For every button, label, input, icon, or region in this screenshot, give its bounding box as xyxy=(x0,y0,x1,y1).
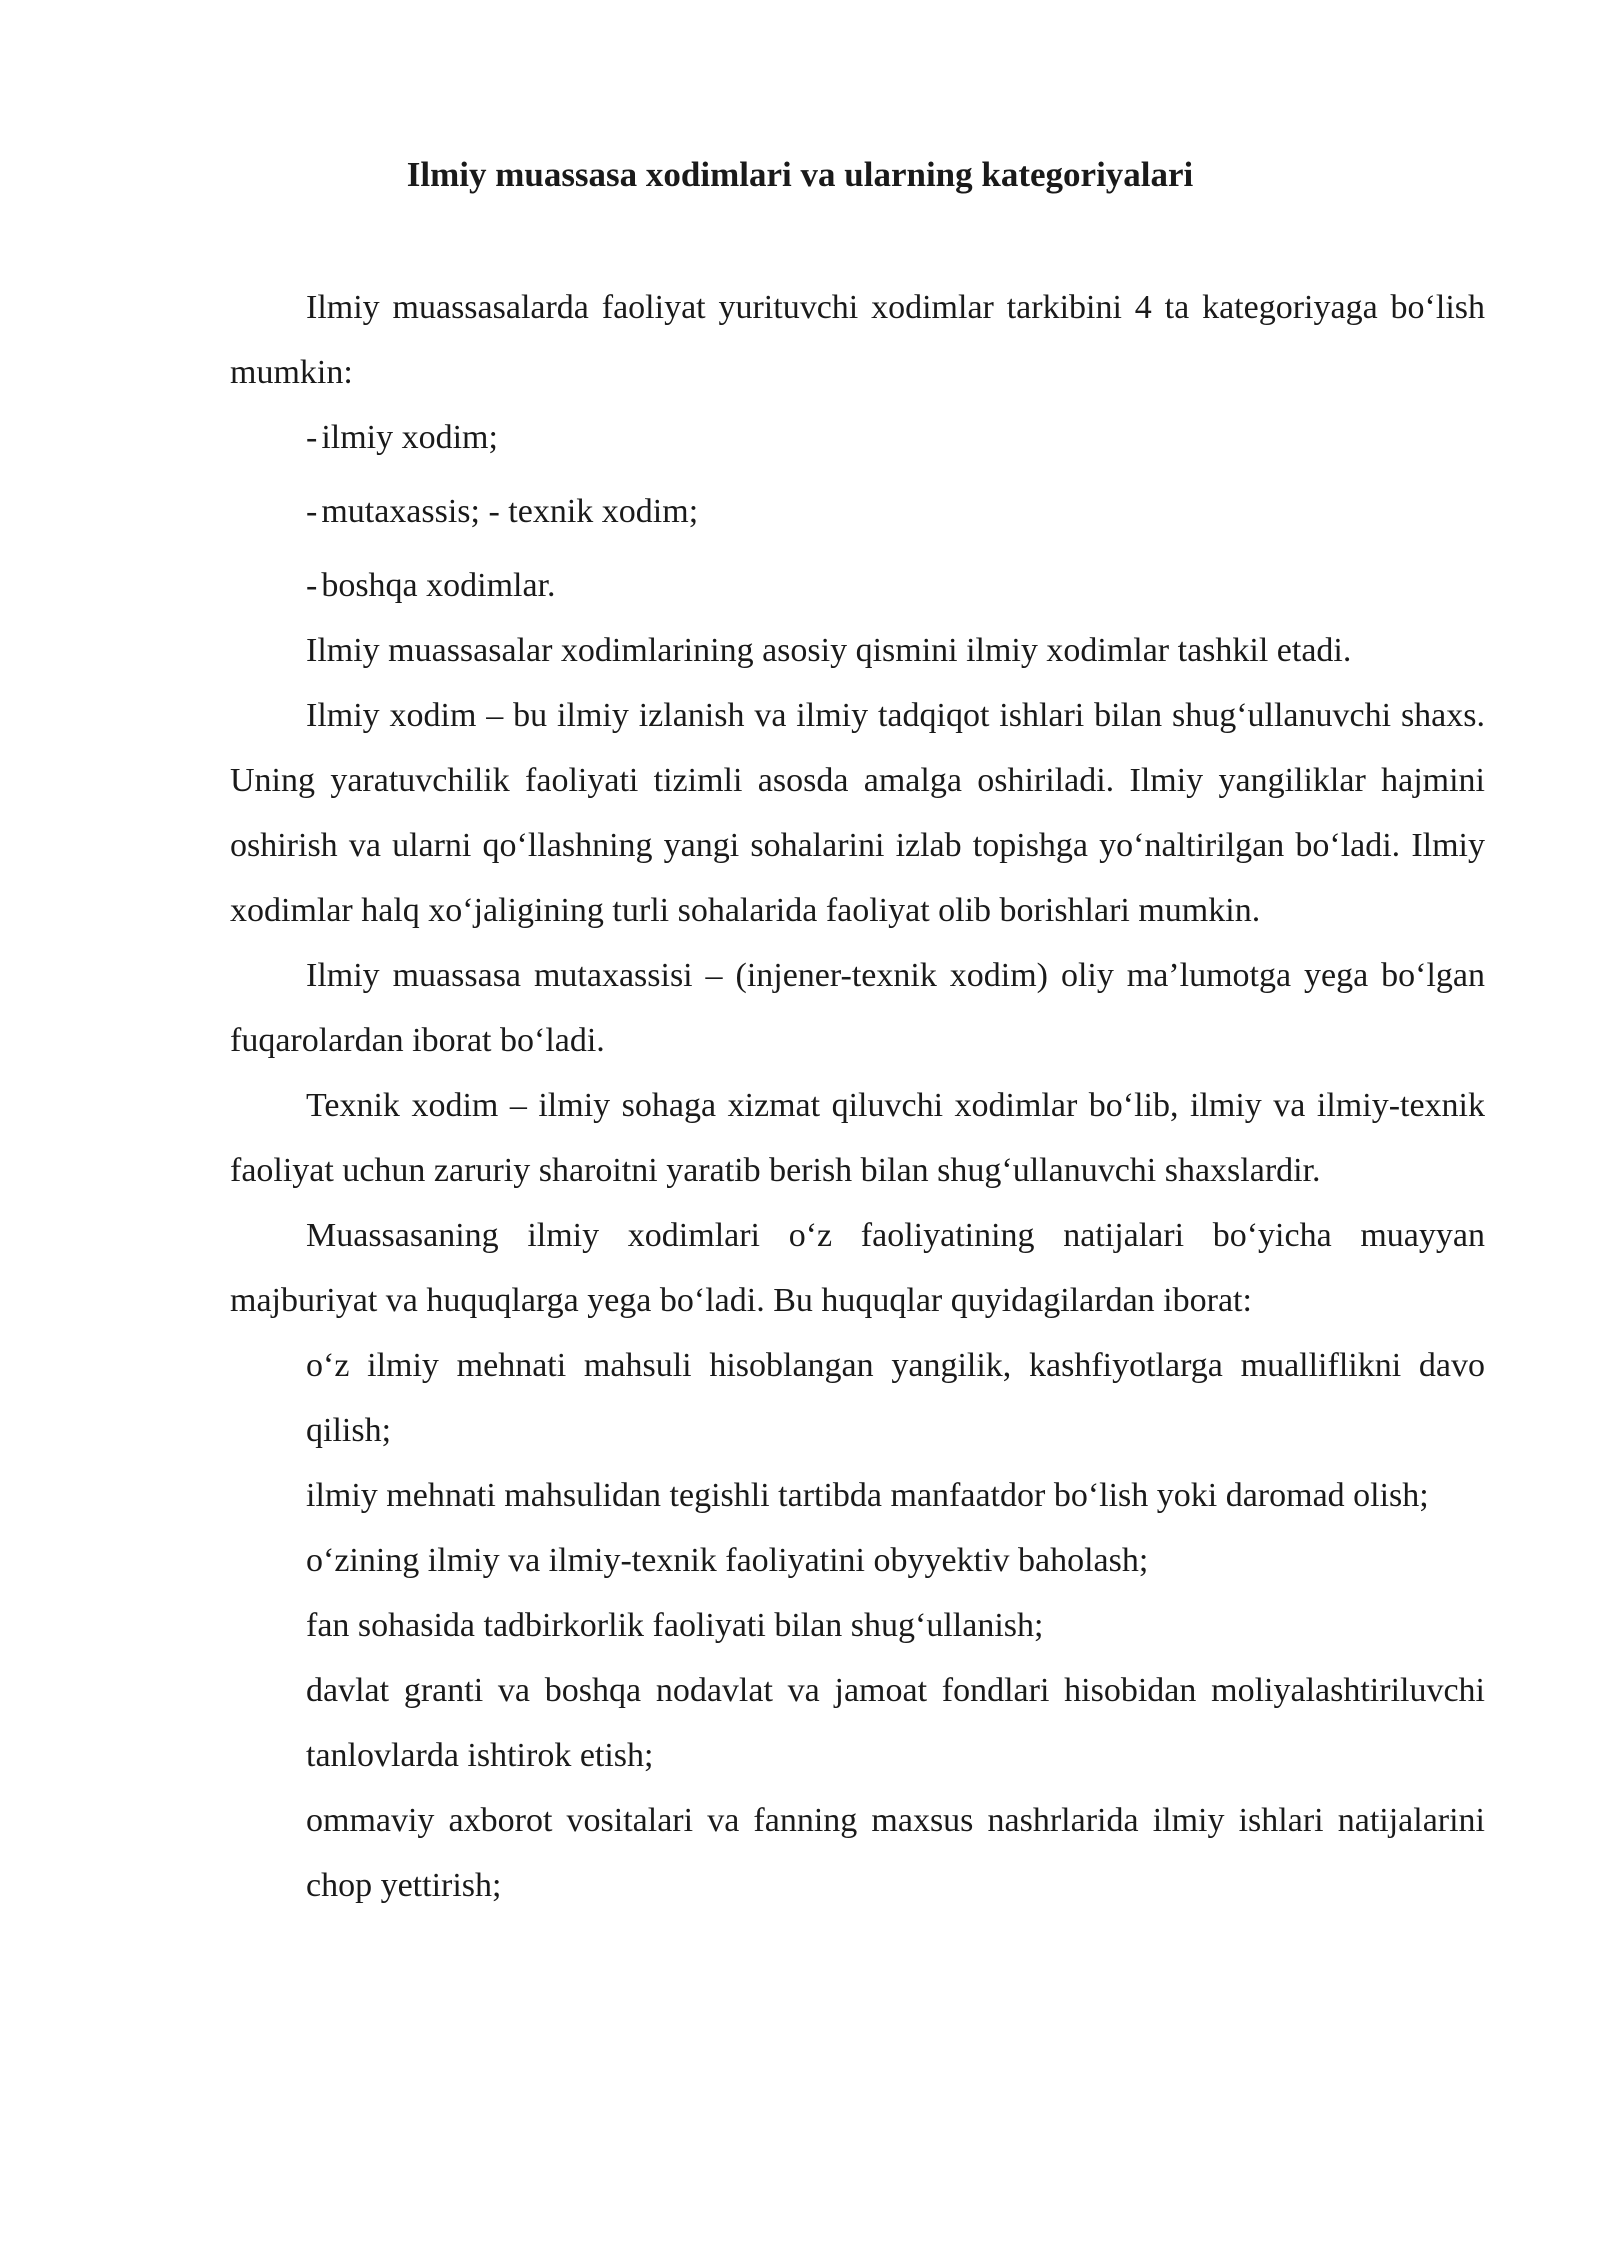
category-item xyxy=(306,553,1485,618)
category-text: mutaxassis; - texnik xodim; xyxy=(321,493,699,530)
paragraph: Texnik xodim – ilmiy sohaga xizmat qiluvchi xodimlar bo‘lib, ilmiy va ilmiy-texnik faoliyat uchun zaruriy sharoitni yaratib berish bilan shug‘ullanuvchi shaxslardir. xyxy=(230,1087,1485,1189)
dash-bullet: - xyxy=(306,567,318,604)
rights-item: davlat granti va boshqa nodavlat va jamoat fondlari hisobidan moliyalashtiriluvchi tanlovlarda ishtirok etish; xyxy=(306,1672,1485,1774)
paragraph: Ilmiy muassasa mutaxassisi – (injener-texnik xodim) oliy ma’lumotga yega bo‘lgan fuqarolardan iborat bo‘ladi. xyxy=(230,957,1485,1059)
dash-bullet: - xyxy=(306,419,318,456)
category-item xyxy=(306,479,1485,544)
rights-item: ilmiy mehnati mahsulidan tegishli tartibda manfaatdor bo‘lish yoki daromad olish; xyxy=(306,1477,1429,1514)
rights-item: fan sohasida tadbirkorlik faoliyati bilan shug‘ullanish; xyxy=(306,1607,1044,1644)
rights-item: o‘z ilmiy mehnati mahsuli hisoblangan yangilik, kashfiyotlarga mualliflikni davo qilish; xyxy=(306,1347,1485,1449)
paragraph: Ilmiy muassasalar xodimlarining asosiy qismini ilmiy xodimlar tashkil etadi. xyxy=(306,632,1352,669)
rights-item: o‘zining ilmiy va ilmiy-texnik faoliyatini obyyektiv baholash; xyxy=(306,1542,1149,1579)
paragraph: Muassasaning ilmiy xodimlari o‘z faoliyatining natijalari bo‘yicha muayyan majburiyat va huquqlarga yega bo‘ladi. Bu huquqlar quyidagilardan iborat: xyxy=(230,1217,1485,1319)
intro-paragraph: Ilmiy muassasalarda faoliyat yurituvchi xodimlar tarkibini 4 ta kategoriyaga bo‘lish mumkin: xyxy=(230,289,1485,391)
page-title: Ilmiy muassasa xodimlari va ularning kategoriyalari xyxy=(406,155,1194,194)
paragraph: Ilmiy xodim – bu ilmiy izlanish va ilmiy tadqiqot ishlari bilan shug‘ullanuvchi shaxs. Uning yaratuvchilik faoliyati tizimli asosda amalga oshiriladi. Ilmiy yangiliklar hajmini oshirish va ularni qo‘llashning yangi sohalarini izlab topishga yo‘naltirilgan bo‘ladi. Ilmiy xodimlar halq xo‘jaligining turli sohalarida faoliyat olib borishlari mumkin. xyxy=(230,697,1485,929)
dash-bullet: - xyxy=(306,493,318,530)
category-text: boshqa xodimlar. xyxy=(321,567,556,604)
document-body xyxy=(230,275,1485,1918)
rights-item: ommaviy axborot vositalari va fanning maxsus nashrlarida ilmiy ishlari natijalarini chop yettirish; xyxy=(306,1802,1485,1904)
category-item xyxy=(306,405,1485,470)
category-text: ilmiy xodim; xyxy=(321,419,498,456)
